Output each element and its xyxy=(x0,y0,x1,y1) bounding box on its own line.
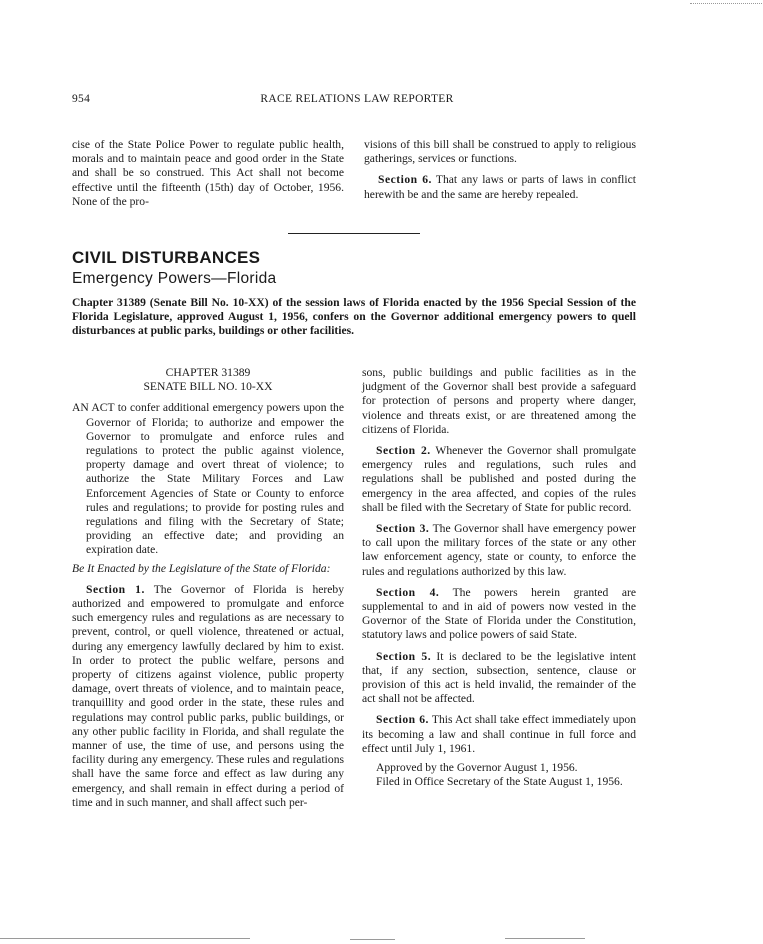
section-text: Whenever the Governor shall promulgate emergency rules and regulations, such rules and regulations shall be published and posted during the emergency in the area affected, and copies of the rules shall be filed with the Secretary of State for public record. xyxy=(362,444,636,514)
section-2 xyxy=(362,444,636,515)
section-text: The powers herein granted are supplemental to and in aid of powers now vested in the Governor of the State of Florida under the Constitution, statutory laws and police powers of said State. xyxy=(362,585,636,642)
journal-title: RACE RELATIONS LAW REPORTER xyxy=(260,93,454,105)
section-6 xyxy=(362,713,636,756)
section-label: Section 4. xyxy=(376,585,440,599)
section-3 xyxy=(362,522,636,579)
bill-number: SENATE BILL NO. 10-XX xyxy=(143,380,273,394)
chapter-number: CHAPTER 31389 xyxy=(165,366,251,379)
section-label: Section 1. xyxy=(86,582,145,596)
section-5 xyxy=(362,650,636,707)
scan-artifact-line xyxy=(0,938,250,939)
article-subheading: Emergency Powers—Florida xyxy=(72,270,277,287)
act-left-column xyxy=(72,366,344,810)
continuation-text: cise of the State Police Power to regulate public health, morals and to maintain peace and good order in the State and shall be so construed. This Act shall not become effective until the fifteenth (15th) day of October, 1956. None of the pro- xyxy=(72,138,344,208)
article-summary: Chapter 31389 (Senate Bill No. 10-XX) of the session laws of Florida enacted by the 1956 Special Session of the Florida Legislature, approved August 1, 1956, confers on the Governor additional emergency powers to quell disturbances at public parks, buildings or other facilities. xyxy=(72,296,636,337)
section-label: Section 2. xyxy=(376,444,431,458)
section-label: Section 6. xyxy=(376,713,429,727)
section-divider xyxy=(288,233,420,234)
section-text: This Act shall take effect immediately upon its becoming a law and shall continue in full force and effect until July 1, 1961. xyxy=(362,713,636,755)
section-label: Section 5. xyxy=(376,649,432,663)
continuation-text-right: visions of this bill shall be construed to apply to religious gatherings, services or functions. xyxy=(364,138,636,166)
act-right-column xyxy=(362,366,636,789)
section-text: The Governor shall have emergency power to call upon the military forces of the state or any other law enforcement agency, state or county, to enforce the rules and regulations authorized by this law. xyxy=(362,522,636,578)
continuation-right-column xyxy=(364,138,636,202)
section-label: Section 6. xyxy=(378,173,432,187)
section-label: Section 3. xyxy=(376,522,430,536)
scan-artifact-line xyxy=(350,939,395,940)
article-heading: CIVIL DISTURBANCES xyxy=(72,248,261,267)
enacting-clause: Be It Enacted by the Legislature of the State of Florida: xyxy=(72,561,331,575)
section-1-continued: sons, public buildings and public facilities as in the judgment of the Governor shall best provide a safeguard for protection of persons and property where danger, violence and threats exist, or are threatened among the citizens of Florida. xyxy=(362,366,636,436)
prior-section-6 xyxy=(364,173,636,201)
page-number: 954 xyxy=(72,93,91,105)
section-4 xyxy=(362,586,636,643)
section-text: It is declared to be the legislative intent that, if any section, subsection, sentence, clause or provision of this act is held invalid, the remainder of the act shall not be affected. xyxy=(362,649,636,706)
scan-artifact-line xyxy=(505,938,585,939)
continuation-left-column xyxy=(72,138,344,209)
act-title: AN ACT to confer additional emergency powers upon the Governor of Florida; to authorize and empower the Governor to promulgate and enforce rules and regulations to protect the public against violence, property damage and overt threat of violence; to authorize the State Military Forces and Law Enforcement Agencies of State or County to enforce rules and regulations; to provide for posting rules and regulations and filing with the Secretary of State; providing an effective date; and providing an expiration date. xyxy=(72,401,344,557)
section-text: The Governor of Florida is hereby authorized and empowered to promulgate and enforce such emergency rules and regulations as are necessary to prevent, control, or quell violence, threatened or actual, during any emergency lawfully declared by him to exist. In order to protect the public welfare, persons and property of citizens against violence, public property damage, overt threats of violence, and to maintain peace, tranquillity and good order in the state, these rules and regulations may control public parks, public buildings, or any other public facility in Florida, and shall regulate the manner of use, the time of use, and persons using the facility during any emergency. These rules and regulations shall have the same force and effect as law during any emergency, and shall remain in effect during a period of time and in such manner, and shall affect such per- xyxy=(72,582,344,809)
filing-note: Filed in Office Secretary of the State August 1, 1956. xyxy=(376,775,623,789)
section-text: That any laws or parts of laws in conflict herewith be and the same are hereby repealed. xyxy=(364,173,636,201)
approval-note: Approved by the Governor August 1, 1956. xyxy=(376,761,578,775)
section-1 xyxy=(72,583,344,810)
scan-artifact-dots xyxy=(690,3,762,4)
